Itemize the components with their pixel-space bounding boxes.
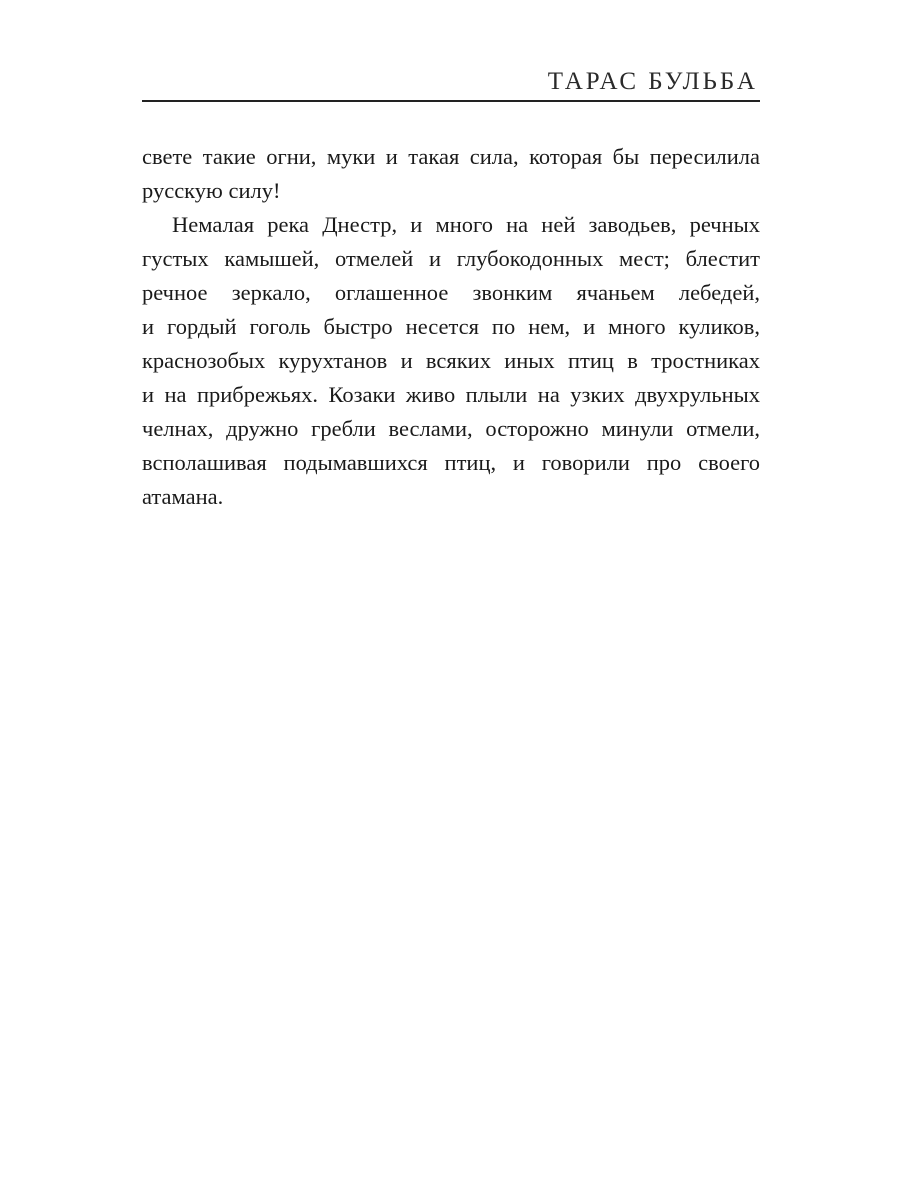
text-line: густых камышей, отмелей и глубокодонных мест; блестит xyxy=(142,246,760,271)
text-line: речное зеркало, оглашенное звонким ячаньем лебедей, xyxy=(142,280,760,305)
text-line: свете такие огни, муки и такая сила, которая бы пересилила xyxy=(142,144,760,169)
body-text xyxy=(142,140,760,514)
text-line: и на прибрежьях. Козаки живо плыли на узких двухрульных xyxy=(142,382,760,407)
text-line: всполашивая подымавшихся птиц, и говорили про своего xyxy=(142,450,760,475)
text-line: краснозобых курухтанов и всяких иных птиц в тростниках xyxy=(142,348,760,373)
text-line: и гордый гоголь быстро несется по нем, и много куликов, xyxy=(142,314,760,339)
text-line: атамана. xyxy=(142,484,224,509)
text-line: русскую силу! xyxy=(142,178,281,203)
text-line: Немалая река Днестр, и много на ней заводьев, речных xyxy=(172,212,760,237)
header-rule xyxy=(142,100,760,102)
running-header-title: ТАРАС БУЛЬБА xyxy=(547,68,758,95)
text-line: челнах, дружно гребли веслами, осторожно минули отмели, xyxy=(142,416,760,441)
